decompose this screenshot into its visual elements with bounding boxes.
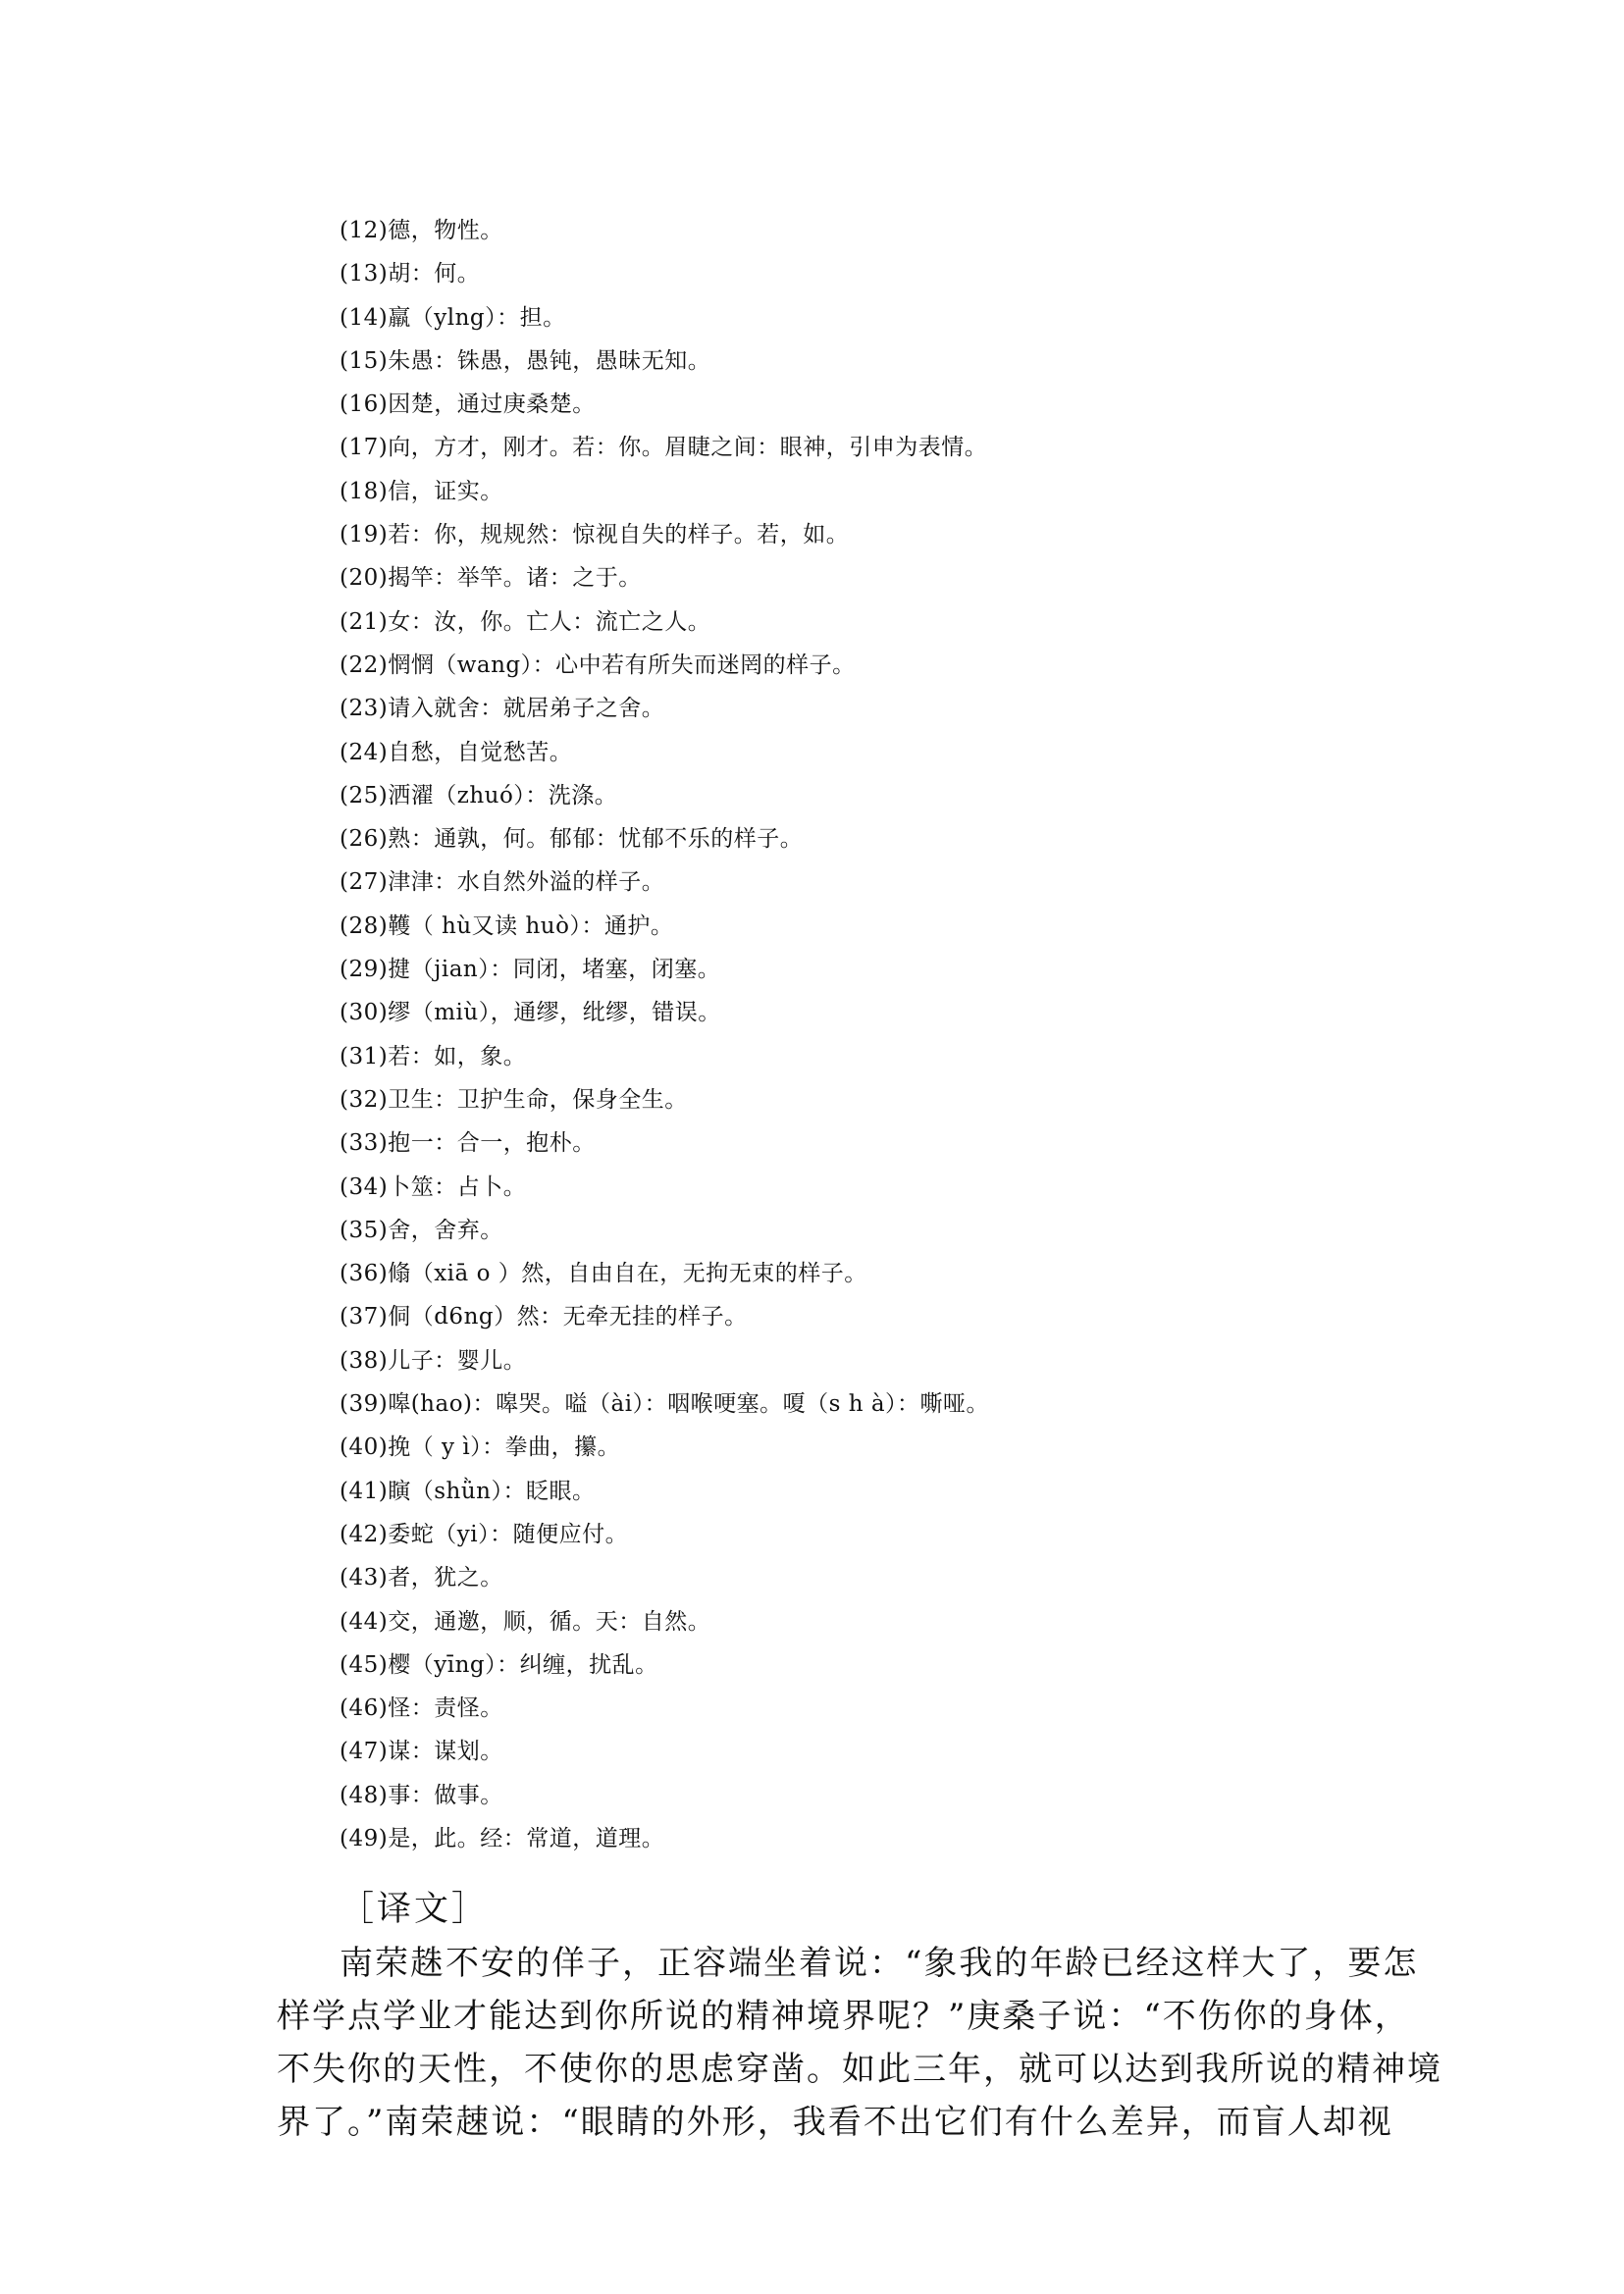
translation-line: 不失你的天性，不使你的思虑穿凿。如此三年，就可以达到我所说的精神境 [277, 2050, 1442, 2089]
annotation-item: (18)信，证实。 [340, 478, 503, 504]
annotation-item: (38)儿子：婴儿。 [340, 1347, 527, 1374]
annotation-item: (23)请入就舍：就居弟子之舍。 [340, 696, 665, 722]
annotation-item: (43)者，犹之。 [340, 1565, 503, 1591]
annotation-item: (15)朱愚：铢愚，愚钝，愚昧无知。 [340, 347, 711, 374]
translation-line: 样学点学业才能达到你所说的精神境界呢？”庚桑子说：“不伤你的身体， [277, 1997, 1410, 2036]
annotation-item: (33)抱一：合一，抱朴。 [340, 1130, 596, 1157]
annotation-item: (35)舍，舍弃。 [340, 1217, 503, 1243]
annotation-item: (40)挽（ y ì）：拳曲，攥。 [340, 1434, 621, 1461]
annotation-item: (37)侗（d6ng）然：无牵无挂的样子。 [340, 1304, 748, 1330]
annotation-item: (16)因楚，通过庚桑楚。 [340, 391, 596, 418]
annotation-item: (20)揭竿：举竿。诸：之于。 [340, 565, 642, 592]
annotation-item: (48)事：做事。 [340, 1782, 503, 1808]
annotation-item: (22)惘惘（wang）：心中若有所失而迷罔的样子。 [340, 652, 856, 678]
annotation-item: (21)女：汝，你。亡人：流亡之人。 [340, 608, 711, 635]
annotation-item: (19)若：你，规规然：惊视自失的样子。若，如。 [340, 522, 850, 548]
annotation-item: (27)津津：水自然外溢的样子。 [340, 869, 665, 896]
annotation-item: (49)是，此。经：常道，道理。 [340, 1825, 665, 1851]
annotation-item: (13)胡：何。 [340, 261, 481, 287]
annotation-item: (42)委蛇（yi）：随便应付。 [340, 1521, 629, 1547]
annotation-item: (29)揵（jian）：同闭，堵塞，闭塞。 [340, 957, 721, 983]
annotation-item: (34)卜筮：占卜。 [340, 1173, 527, 1200]
annotation-item: (26)熟：通孰，何。郁郁：忧郁不乐的样子。 [340, 826, 804, 853]
translation-heading: ［译文］ [340, 1890, 490, 1929]
translation-line: 界了。”南荣趚说：“眼睛的外形，我看不出它们有什么差异，而盲人却视 [277, 2103, 1393, 2142]
annotation-item: (45)樱（yīng）：纠缠，扰乱。 [340, 1651, 658, 1678]
annotation-item: (39)嗥(hao)：嗥哭。嗌（ài）：咽喉哽塞。嗄（s h à）：嘶哑。 [340, 1391, 990, 1418]
annotation-item: (46)怪：责怪。 [340, 1695, 503, 1722]
annotation-item: (32)卫生：卫护生命，保身全生。 [340, 1086, 688, 1113]
annotation-item: (14)羸（ylng）：担。 [340, 304, 566, 331]
annotation-item: (17)向，方才，刚才。若：你。眉睫之间：眼神，引申为表情。 [340, 435, 988, 461]
translation-body [277, 1937, 1442, 2149]
annotation-list [340, 209, 1370, 1860]
annotation-item: (28)韄（ hù又读 huò）：通护。 [340, 912, 674, 939]
annotation-item: (12)德，物性。 [340, 218, 503, 243]
annotation-item: (41)瞚（shǜn）：眨眼。 [340, 1478, 596, 1504]
annotation-item: (24)自愁，自觉愁苦。 [340, 739, 573, 765]
annotation-item: (36)翛（xiā o ）然，自由自在，无拘无束的样子。 [340, 1261, 867, 1287]
annotation-item: (31)若：如，象。 [340, 1043, 527, 1069]
annotation-item: (47)谋：谋划。 [340, 1739, 503, 1765]
annotation-item: (44)交，通邀，顺，循。天：自然。 [340, 1608, 711, 1635]
annotation-item: (25)洒濯（zhuó）：洗涤。 [340, 782, 618, 808]
annotation-item: (30)缪（miù），通缪，纰缪，错误。 [340, 1000, 721, 1026]
translation-line: 南荣趎不安的佯子，正容端坐着说：“象我的年龄已经这样大了，要怎 [340, 1944, 1419, 1983]
